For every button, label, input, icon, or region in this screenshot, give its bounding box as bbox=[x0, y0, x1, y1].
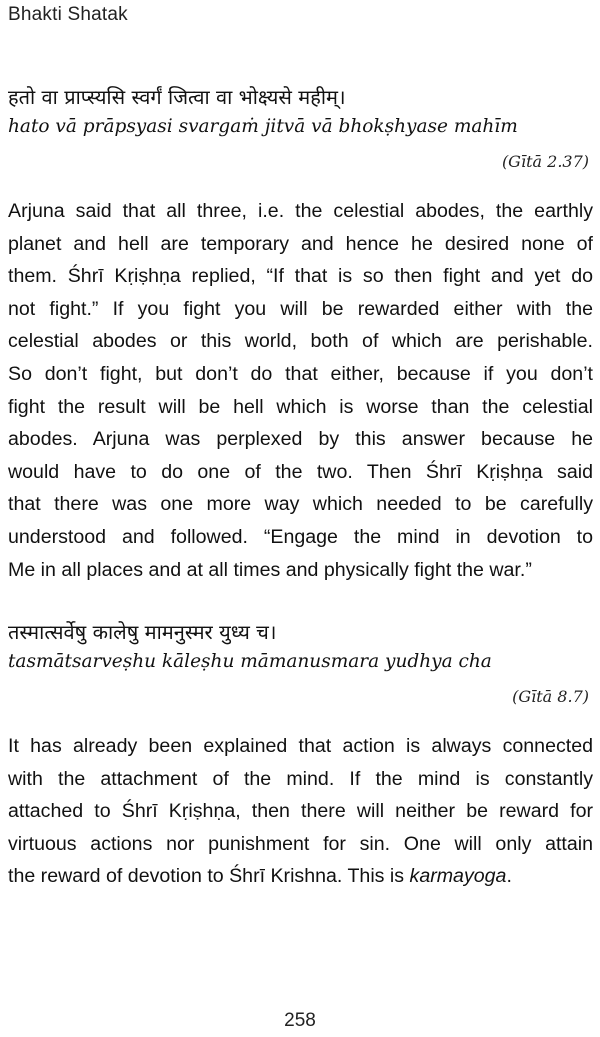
text-line: So don’t fight, but don’t do that either, because if you don’t bbox=[8, 362, 593, 385]
verse-citation: (Gītā 2.37) bbox=[501, 152, 589, 171]
text-line: abodes. Arjuna was perplexed by this answer because he bbox=[8, 428, 593, 451]
verse-transliteration: tasmātsarveṣhu kāleṣhu māmanusmara yudhya cha bbox=[8, 651, 492, 672]
running-header: Bhakti Shatak bbox=[8, 4, 128, 25]
paragraph-karmayoga bbox=[8, 730, 593, 893]
text-line: that there was one more way which needed to be carefully bbox=[8, 493, 593, 516]
text-line: Me in all places and at all times and physically fight the war.” bbox=[8, 558, 532, 581]
paragraph-arjuna bbox=[8, 195, 593, 586]
text-line: Arjuna said that all three, i.e. the celestial abodes, the earthly bbox=[8, 200, 593, 222]
text-line-end: . bbox=[506, 865, 512, 888]
text-line: understood and followed. “Engage the mind in devotion to bbox=[8, 525, 593, 548]
text-line: celestial abodes or this world, both of which are perishable. bbox=[8, 330, 593, 353]
sanskrit-verse: हतो वा प्राप्स्यसि स्वर्गं जित्वा वा भोक्ष्यसे महीम्। bbox=[8, 85, 346, 109]
text-line: virtuous actions nor punishment for sin. One will only attain bbox=[8, 832, 593, 855]
verse-citation: (Gītā 8.7) bbox=[512, 687, 589, 706]
text-line: planet and hell are temporary and hence he desired none of bbox=[8, 232, 593, 255]
text-line: It has already been explained that action is always connected bbox=[8, 735, 593, 757]
emphasized-term: karmayoga bbox=[409, 865, 507, 888]
text-line: with the attachment of the mind. If the mind is constantly bbox=[8, 767, 593, 790]
verse-transliteration: hato vā prāpsyasi svargaṁ jitvā vā bhokṣhyase mahīm bbox=[8, 116, 518, 137]
verse-block-gita-2-37 bbox=[8, 82, 593, 176]
text-line bbox=[8, 860, 593, 893]
verse-block-gita-8-7 bbox=[8, 617, 593, 711]
text-line-start: the reward of devotion to Śhrī Krishna. This is bbox=[8, 865, 410, 888]
text-line: them. Śhrī Kṛiṣhṇa replied, “If that is so then fight and yet do bbox=[8, 265, 593, 288]
sanskrit-verse: तस्मात्सर्वेषु कालेषु मामनुस्मर युध्य च। bbox=[8, 620, 277, 644]
text-line: attached to Śhrī Kṛiṣhṇa, then there will neither be reward for bbox=[8, 800, 593, 823]
text-line: fight the result will be hell which is worse than the celestial bbox=[8, 395, 593, 418]
text-line: would have to do one of the two. Then Śhrī Kṛiṣhṇa said bbox=[8, 460, 593, 483]
page-number: 258 bbox=[284, 1010, 316, 1031]
text-line: not fight.” If you fight you will be rewarded either with the bbox=[8, 297, 593, 320]
